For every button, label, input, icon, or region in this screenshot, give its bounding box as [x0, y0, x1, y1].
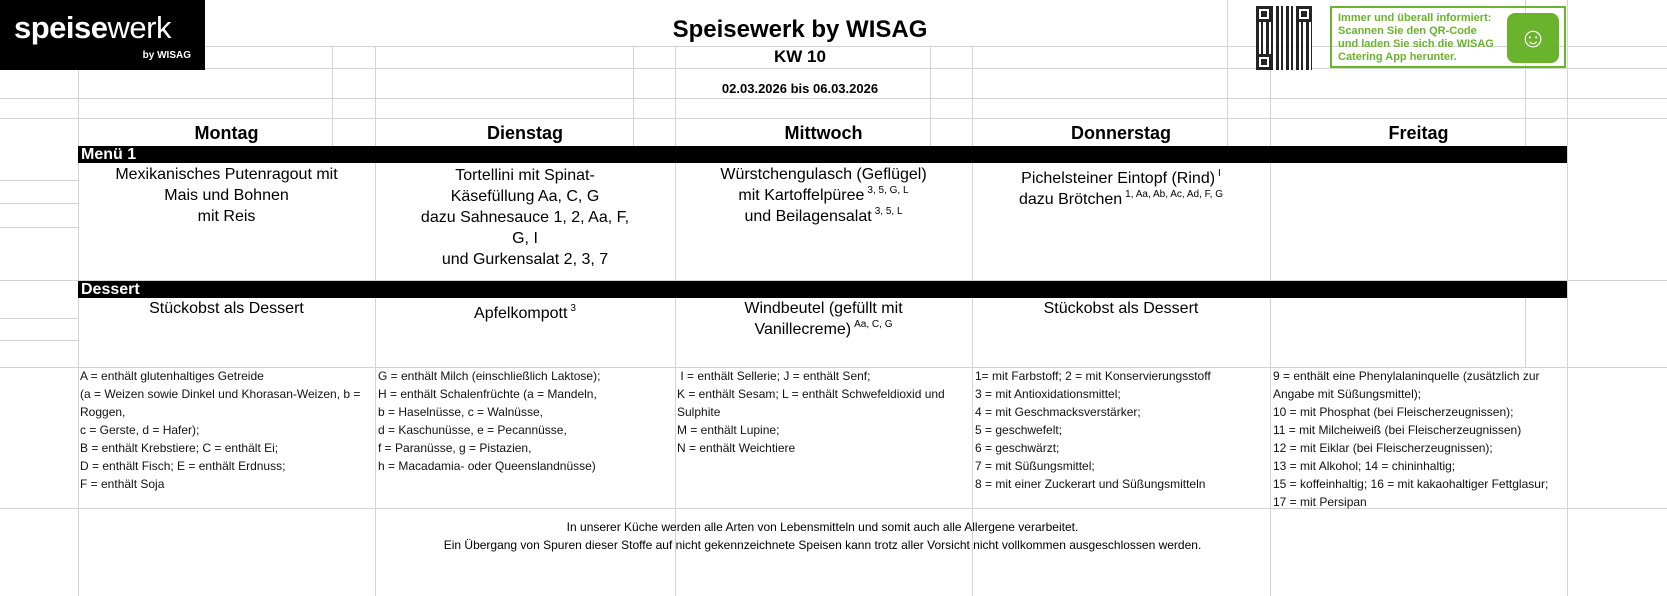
legend-line: K = enthält Sesam; L = enthält Schwefeldioxid und — [677, 387, 945, 401]
grid-line — [0, 118, 1667, 119]
dish-text: Pichelsteiner Eintopf (Rind) — [1021, 170, 1216, 187]
allergen-codes: Aa, C, G — [854, 319, 893, 330]
legend-line: F = enthält Soja — [80, 477, 165, 491]
day-header-montag: Montag — [194, 123, 259, 143]
legend-line: f = Paranüsse, g = Pistazien, — [378, 441, 532, 455]
grid-line — [0, 180, 78, 181]
grid-line — [0, 318, 78, 319]
date-range: 02.03.2026 bis 06.03.2026 — [721, 81, 879, 96]
legend-line: Angabe mit Süßungsmittel); — [1273, 387, 1422, 401]
legend-line: 15 = koffeinhaltig; 16 = mit kakaohaltiger Fettglasur; — [1273, 477, 1549, 491]
legend-line: 3 = mit Antioxidationsmittel; — [975, 387, 1121, 401]
dish-line — [78, 185, 375, 206]
dish-text: dazu Brötchen — [1018, 191, 1123, 208]
dish-line — [375, 186, 675, 207]
legend-line: H = enthält Schalenfrüchte (a = Mandeln, — [378, 387, 597, 401]
page-title: Speisewerk by WISAG — [672, 16, 928, 43]
legend-line: 17 = mit Persipan — [1273, 495, 1367, 509]
dish-line — [675, 206, 972, 227]
legend-line: N = enthält Weichtiere — [677, 441, 796, 455]
legend-line: 10 = mit Phosphat (bei Fleischerzeugnissen); — [1273, 405, 1514, 419]
grid-line — [1567, 0, 1568, 596]
legend-line: Roggen, — [80, 405, 126, 419]
allergen-codes: 3 — [570, 303, 576, 314]
dish-text: Käsefüllung Aa, C, G — [450, 188, 600, 205]
dish-text: Stückobst als Dessert — [149, 300, 304, 317]
dish-line — [972, 298, 1270, 319]
legend-allergens-1 — [80, 367, 375, 493]
dish-line — [972, 189, 1270, 210]
dish-text: Apfelkompott — [474, 305, 568, 322]
legend-line: 9 = enthält eine Phenylalaninquelle (zusätzlich zur — [1273, 369, 1540, 383]
day-header-freitag: Freitag — [1388, 123, 1449, 143]
legend-additives-2 — [1273, 367, 1567, 511]
legend-line: h = Macadamia- oder Queenslandnüsse) — [378, 459, 596, 473]
grid-line — [0, 203, 78, 204]
day-header-dienstag: Dienstag — [486, 123, 564, 143]
dish-line — [78, 206, 375, 227]
speisewerk-logo — [0, 0, 205, 70]
chef-app-icon: ☺ — [1507, 13, 1559, 63]
menu1-cell-donnerstag — [972, 168, 1270, 210]
dish-text: mit Kartoffelpüree — [738, 187, 865, 204]
disclaimer-line: Ein Übergang von Spuren dieser Stoffe auf nicht gekennzeichnete Speisen kann trotz aller Vorsicht nicht vollkommen ausgeschlossen werden. — [443, 538, 1202, 552]
dish-line — [78, 164, 375, 185]
dish-line — [675, 319, 972, 340]
legend-line: c = Gerste, d = Hafer); — [80, 423, 200, 437]
dish-text: und Beilagensalat — [744, 208, 872, 225]
logo-by: by WISAG — [142, 50, 191, 61]
dessert-cell-montag — [78, 298, 375, 319]
promo-line: Scannen Sie den QR-Code — [1338, 25, 1477, 37]
grid-line — [0, 98, 1667, 99]
catering-app-promo — [1330, 6, 1566, 68]
grid-line — [0, 340, 78, 341]
allergen-disclaimer — [78, 518, 1567, 554]
legend-line: 13 = mit Alkohol; 14 = chininhaltig; — [1273, 459, 1456, 473]
dish-line — [972, 168, 1270, 189]
dish-text: Würstchengulasch (Geflügel) — [720, 166, 927, 183]
allergen-codes: I — [1218, 168, 1221, 179]
grid-line — [1525, 298, 1526, 367]
legend-line: 7 = mit Süßungsmittel; — [975, 459, 1095, 473]
legend-line: Sulphite — [677, 405, 721, 419]
legend-allergens-3 — [677, 367, 972, 457]
legend-line: G = enthält Milch (einschließlich Laktose); — [378, 369, 601, 383]
legend-line: 8 = mit einer Zuckerart und Süßungsmitteln — [975, 477, 1206, 491]
dessert-cell-donnerstag — [972, 298, 1270, 319]
grid-line — [0, 68, 1667, 69]
allergen-codes: 1, Aa, Ab, Ac, Ad, F, G — [1125, 189, 1224, 200]
promo-line: Immer und überall informiert: — [1338, 12, 1492, 24]
dessert-cell-dienstag — [375, 303, 675, 324]
legend-line: b = Haselnüsse, c = Walnüsse, — [378, 405, 543, 419]
legend-line: A = enthält glutenhaltiges Getreide — [80, 369, 264, 383]
legend-line: B = enthält Krebstiere; C = enthält Ei; — [80, 441, 279, 455]
dish-line — [375, 249, 675, 270]
legend-line: 5 = geschwefelt; — [975, 423, 1063, 437]
grid-line — [0, 227, 78, 228]
dish-text: Mais und Bohnen — [164, 187, 289, 204]
allergen-codes: 3, 5, G, L — [867, 185, 909, 196]
dish-text: und Gurkensalat 2, 3, 7 — [441, 251, 609, 268]
dish-text: Windbeutel (gefüllt mit — [744, 300, 903, 317]
dish-line — [375, 303, 675, 324]
legend-line: I = enthält Sellerie; J = enthält Senf; — [677, 369, 871, 383]
dish-line — [375, 207, 675, 228]
legend-line: (a = Weizen sowie Dinkel und Khorasan-Weizen, b = — [80, 387, 361, 401]
menu1-cell-dienstag — [375, 165, 675, 270]
day-header-mittwoch: Mittwoch — [784, 123, 863, 143]
dish-text: Stückobst als Dessert — [1043, 300, 1199, 317]
day-header-donnerstag: Donnerstag — [1070, 123, 1171, 143]
dish-line — [78, 298, 375, 319]
dish-line — [375, 165, 675, 186]
legend-additives-1 — [975, 367, 1270, 493]
dish-text: Tortellini mit Spinat- — [455, 167, 595, 184]
legend-line: 11 = mit Milcheiweiß (bei Fleischerzeugnissen) — [1273, 423, 1522, 437]
section-bar-menu1: Menü 1 — [78, 146, 1567, 163]
allergen-codes: 3, 5, L — [874, 206, 903, 217]
dish-text: Mexikanisches Putenragout mit — [115, 166, 338, 183]
qr-code-icon — [1256, 6, 1312, 70]
dessert-cell-mittwoch — [675, 298, 972, 340]
week-number: KW 10 — [774, 47, 826, 66]
promo-line: Catering App herunter. — [1338, 51, 1457, 63]
legend-line: D = enthält Fisch; E = enthält Erdnuss; — [80, 459, 286, 473]
legend-line: 6 = geschwärzt; — [975, 441, 1060, 455]
promo-line: und laden Sie sich die WISAG — [1338, 38, 1494, 50]
legend-line: d = Kaschunüsse, e = Pecannüsse, — [378, 423, 567, 437]
dish-text: G, I — [512, 230, 538, 247]
dish-line — [375, 228, 675, 249]
disclaimer-line: In unserer Küche werden alle Arten von Lebensmitteln und somit auch alle Allergene verarbeitet. — [566, 520, 1079, 534]
legend-line: 12 = mit Eiklar (bei Fleischerzeugnissen); — [1273, 441, 1493, 455]
legend-line: M = enthält Lupine; — [677, 423, 780, 437]
menu1-cell-mittwoch — [675, 164, 972, 227]
dish-line — [675, 164, 972, 185]
legend-line: 1= mit Farbstoff; 2 = mit Konservierungsstoff — [975, 369, 1211, 383]
dish-text: mit Reis — [197, 208, 256, 225]
dish-line — [675, 298, 972, 319]
menu1-cell-montag — [78, 164, 375, 227]
legend-allergens-2 — [378, 367, 675, 475]
section-bar-dessert: Dessert — [78, 281, 1567, 298]
dish-text: Vanillecreme) — [754, 321, 852, 338]
dish-text: dazu Sahnesauce 1, 2, Aa, F, — [420, 209, 630, 226]
dish-line — [675, 185, 972, 206]
legend-line: 4 = mit Geschmacksverstärker; — [975, 405, 1141, 419]
logo-wordmark: speisewerk — [14, 10, 171, 45]
